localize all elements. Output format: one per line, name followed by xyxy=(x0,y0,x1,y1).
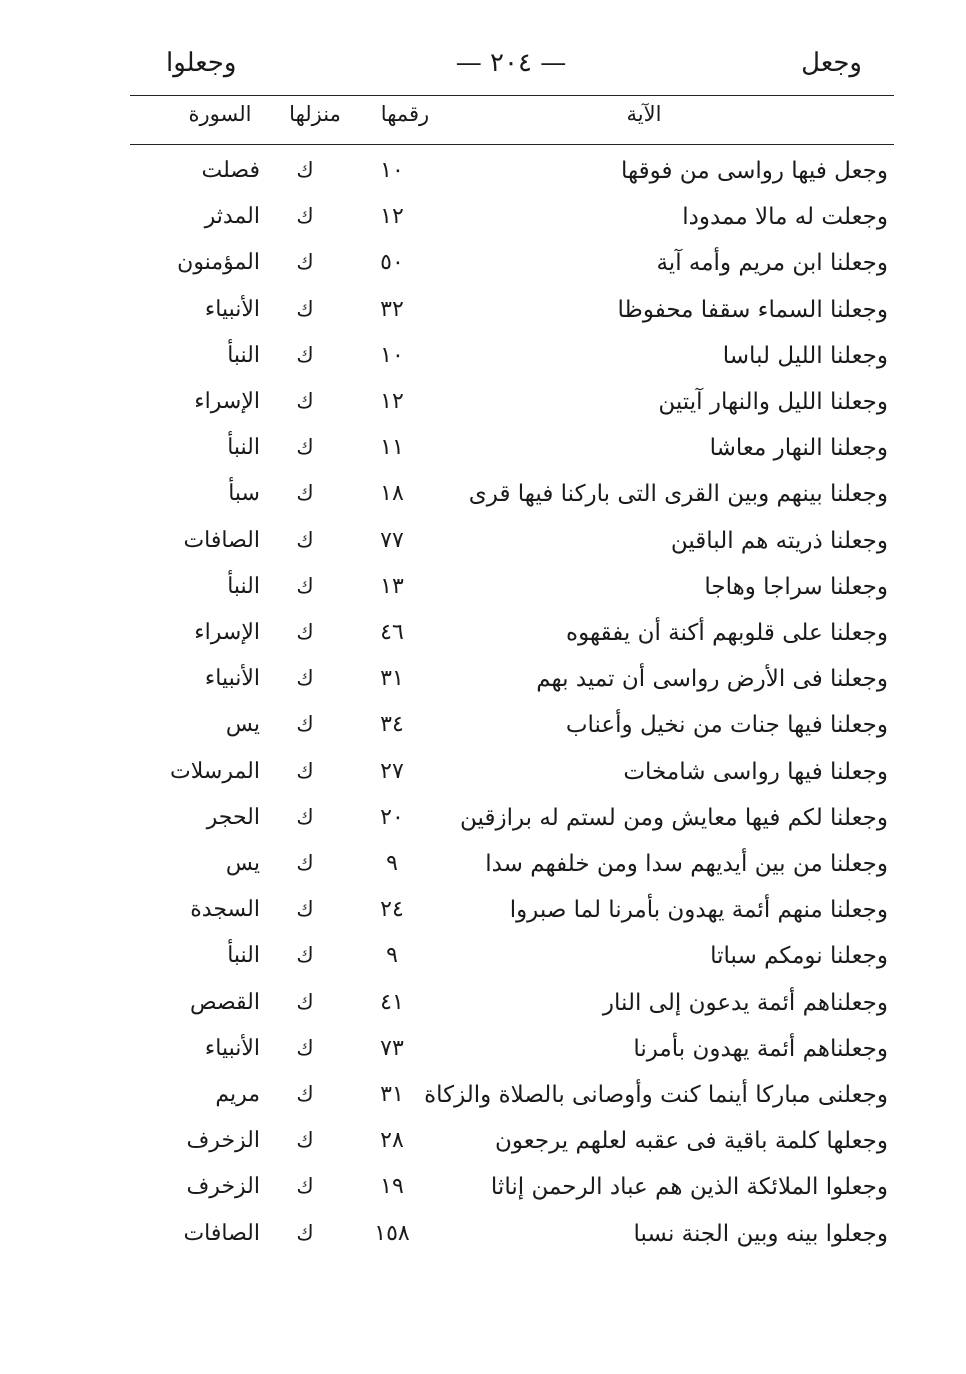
table-row xyxy=(0,574,966,620)
revelation-place: ك xyxy=(296,943,314,968)
column-header-place: منزلها xyxy=(289,102,341,126)
table-row xyxy=(0,528,966,574)
ayah-number: ٢٤ xyxy=(380,897,404,923)
header-last-word: وجعلوا xyxy=(166,48,237,78)
ayah-text: وجعلنا النهار معاشا xyxy=(709,435,888,462)
revelation-place: ك xyxy=(296,758,314,783)
revelation-place: ك xyxy=(296,296,314,321)
ayah-text: وجعلنا نومكم سباتا xyxy=(710,943,888,970)
column-header-rule xyxy=(130,144,894,145)
header-rule xyxy=(130,95,894,96)
revelation-place: ك xyxy=(296,712,314,737)
surah-name: النبأ xyxy=(227,943,260,969)
surah-name: مريم xyxy=(215,1082,260,1107)
ayah-number: ١٠ xyxy=(380,158,404,183)
table-row xyxy=(0,712,966,758)
table-row xyxy=(0,897,966,943)
surah-name: الأنبياء xyxy=(204,1035,260,1061)
ayah-text: وجعلها كلمة باقية فى عقبه لعلهم يرجعون xyxy=(495,1128,888,1155)
revelation-place: ك xyxy=(296,573,314,598)
revelation-place: ك xyxy=(296,1128,314,1153)
revelation-place: ك xyxy=(296,204,314,229)
ayah-text: وجعلناهم أئمة يهدون بأمرنا xyxy=(633,1035,888,1062)
table-row xyxy=(0,805,966,851)
revelation-place: ك xyxy=(296,1082,314,1106)
ayah-number: ٥٠ xyxy=(380,250,404,276)
surah-name: يس xyxy=(225,712,260,738)
ayah-number: ١٨ xyxy=(380,481,404,507)
table-row xyxy=(0,990,966,1036)
ayah-text: وجعلنا لكم فيها معايش ومن لستم له برازقين xyxy=(460,804,888,831)
ayah-text: وجعلنا من بين أيديهم سدا ومن خلفهم سدا xyxy=(485,851,888,877)
surah-name: النبأ xyxy=(227,342,260,368)
ayah-text: وجعلنا فيها جنات من نخيل وأعناب xyxy=(565,712,888,739)
ayah-number: ٤٦ xyxy=(380,620,404,645)
ayah-text: وجعلنا بينهم وبين القرى التى باركنا فيها قرى xyxy=(468,481,888,508)
ayah-text: وجعلوا بينه وبين الجنة نسبا xyxy=(633,1220,888,1247)
ayah-text: وجعل فيها رواسى من فوقها xyxy=(621,158,888,184)
ayah-number: ٩ xyxy=(386,943,398,969)
revelation-place: ك xyxy=(296,851,314,875)
surah-name: النبأ xyxy=(227,573,260,599)
table-row xyxy=(0,620,966,666)
ayah-number: ١١ xyxy=(380,435,404,461)
ayah-text: وجعلنا ابن مريم وأمه آية xyxy=(656,250,888,277)
column-headers xyxy=(130,102,894,138)
table-row xyxy=(0,250,966,296)
surah-name: المرسلات xyxy=(170,758,260,784)
surah-name: السجدة xyxy=(190,897,260,923)
revelation-place: ك xyxy=(296,158,314,182)
surah-name: المؤمنون xyxy=(177,250,260,276)
surah-name: الأنبياء xyxy=(204,296,260,322)
table-row xyxy=(0,943,966,989)
running-header xyxy=(130,48,892,88)
revelation-place: ك xyxy=(296,481,314,506)
surah-name: الصافات xyxy=(183,527,260,553)
table-row xyxy=(0,1128,966,1174)
column-header-ayah: الآية xyxy=(626,102,662,126)
table-row xyxy=(0,666,966,712)
ayah-number: ٣٤ xyxy=(380,712,404,738)
table-row xyxy=(0,1174,966,1220)
revelation-place: ك xyxy=(296,804,314,829)
table-row xyxy=(0,759,966,805)
ayah-text: وجعلناهم أئمة يدعون إلى النار xyxy=(602,989,888,1016)
ayah-number: ١٠ xyxy=(380,342,404,368)
page-number: — ٢٠٤ — xyxy=(455,48,567,78)
surah-name: الإسراء xyxy=(194,389,260,414)
table-row xyxy=(0,1036,966,1082)
header-first-word: وجعل xyxy=(801,48,862,78)
revelation-place: ك xyxy=(296,342,314,367)
ayah-text: وجعلنا على قلوبهم أكنة أن يفقهوه xyxy=(566,620,888,646)
ayah-number: ١٥٨ xyxy=(374,1220,410,1246)
ayah-number: ١٣ xyxy=(380,573,404,599)
ayah-number: ٣١ xyxy=(380,1082,404,1107)
ayah-text: وجعلنا فى الأرض رواسى أن تميد بهم xyxy=(536,666,888,693)
revelation-place: ك xyxy=(296,989,314,1014)
surah-name: النبأ xyxy=(227,435,260,461)
table-row xyxy=(0,481,966,527)
revelation-place: ك xyxy=(296,527,314,552)
surah-name: الحجر xyxy=(206,804,260,830)
ayah-number: ٩ xyxy=(386,851,398,876)
ayah-number: ١٢ xyxy=(380,389,404,414)
column-header-surah: السورة xyxy=(188,102,252,126)
ayah-number: ٢٠ xyxy=(380,804,404,830)
ayah-text: وجعلت له مالا ممدودا xyxy=(682,204,888,231)
surah-name: يس xyxy=(225,851,260,876)
table-row xyxy=(0,1221,966,1267)
table-row xyxy=(0,1082,966,1128)
revelation-place: ك xyxy=(296,250,314,275)
surah-name: القصص xyxy=(190,989,260,1015)
table-row xyxy=(0,297,966,343)
surah-name: الإسراء xyxy=(194,620,260,645)
ayah-text: وجعلنا ذريته هم الباقين xyxy=(670,527,888,554)
ayah-number: ٧٣ xyxy=(380,1035,404,1061)
ayah-number: ٣١ xyxy=(380,666,404,692)
revelation-place: ك xyxy=(296,620,314,644)
ayah-number: ١٢ xyxy=(380,204,404,230)
table-row xyxy=(0,389,966,435)
table-row xyxy=(0,851,966,897)
surah-name: فصلت xyxy=(201,158,260,183)
revelation-place: ك xyxy=(296,1035,314,1060)
column-header-number: رقمها xyxy=(380,102,430,126)
table-row xyxy=(0,204,966,250)
revelation-place: ك xyxy=(296,666,314,691)
surah-name: الأنبياء xyxy=(204,666,260,692)
surah-name: سبأ xyxy=(228,481,260,507)
table-row xyxy=(0,343,966,389)
ayah-number: ٢٨ xyxy=(380,1128,404,1154)
ayah-text: وجعلنا منهم أئمة يهدون بأمرنا لما صبروا xyxy=(509,897,888,924)
ayah-text: وجعلوا الملائكة الذين هم عباد الرحمن إناثا xyxy=(490,1174,888,1201)
surah-name: الزخرف xyxy=(186,1174,260,1200)
ayah-text: وجعلنى مباركا أينما كنت وأوصانى بالصلاة والزكاة xyxy=(424,1082,888,1108)
ayah-number: ٤١ xyxy=(380,989,404,1015)
ayah-text: وجعلنا السماء سقفا محفوظا xyxy=(617,296,888,323)
revelation-place: ك xyxy=(296,1174,314,1199)
surah-name: المدثر xyxy=(204,204,260,230)
surah-name: الصافات xyxy=(183,1220,260,1246)
ayah-number: ٣٢ xyxy=(380,296,404,322)
ayah-text: وجعلنا سراجا وهاجا xyxy=(704,573,888,600)
revelation-place: ك xyxy=(296,435,314,460)
revelation-place: ك xyxy=(296,897,314,922)
ayah-number: ١٩ xyxy=(380,1174,404,1200)
ayah-text: وجعلنا الليل لباسا xyxy=(722,342,888,369)
revelation-place: ك xyxy=(296,1220,314,1245)
table-row xyxy=(0,158,966,204)
ayah-text: وجعلنا فيها رواسى شامخات xyxy=(623,758,888,785)
surah-name: الزخرف xyxy=(186,1128,260,1154)
ayah-number: ٧٧ xyxy=(380,527,404,553)
table-row xyxy=(0,435,966,481)
ayah-text: وجعلنا الليل والنهار آيتين xyxy=(658,389,888,415)
ayah-number: ٢٧ xyxy=(380,758,404,784)
revelation-place: ك xyxy=(296,389,314,413)
